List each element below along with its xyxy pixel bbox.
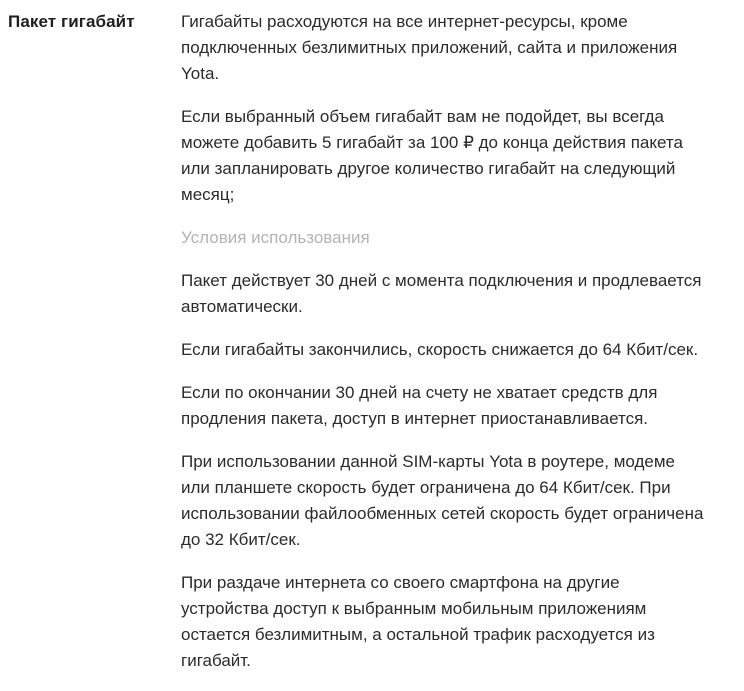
paragraph-sim-device-restrictions: При использовании данной SIM-карты Yota в роутере, модеме или планшете скорость будет ограничена до 64 Кбит/сек. При использовании файлообменных сетей скорость будет ограничена до 32 Кбит/сек.	[181, 452, 704, 549]
paragraph-insufficient-funds: Если по окончании 30 дней на счету не хватает средств для продления пакета, доступ в интернет приостанавливается.	[181, 383, 658, 428]
paragraph-add-gigabytes: Если выбранный объем гигабайт вам не подойдет, вы всегда можете добавить 5 гигабайт за 100 ₽ до конца действия пакета или запланировать другое количество гигабайт на следующий месяц;	[181, 107, 683, 204]
section-body-column	[181, 9, 706, 691]
paragraph-package-validity: Пакет действует 30 дней с момента подключения и продлевается автоматически.	[181, 271, 702, 316]
paragraph-gigabytes-usage: Гигабайты расходуются на все интернет-ресурсы, кроме подключенных безлимитных приложений, сайта и приложения Yota.	[181, 12, 678, 83]
section-title-column	[8, 9, 181, 35]
paragraph-tethering-rules: При раздаче интернета со своего смартфона на другие устройства доступ к выбранным мобильным приложениям остается безлимитным, а остальной трафик расходуется из гигабайт.	[181, 573, 655, 670]
section-title: Пакет гигабайт	[8, 12, 135, 31]
paragraph-speed-reduction: Если гигабайты закончились, скорость снижается до 64 Кбит/сек.	[181, 340, 699, 359]
terms-of-use-subheading: Условия использования	[181, 228, 370, 247]
